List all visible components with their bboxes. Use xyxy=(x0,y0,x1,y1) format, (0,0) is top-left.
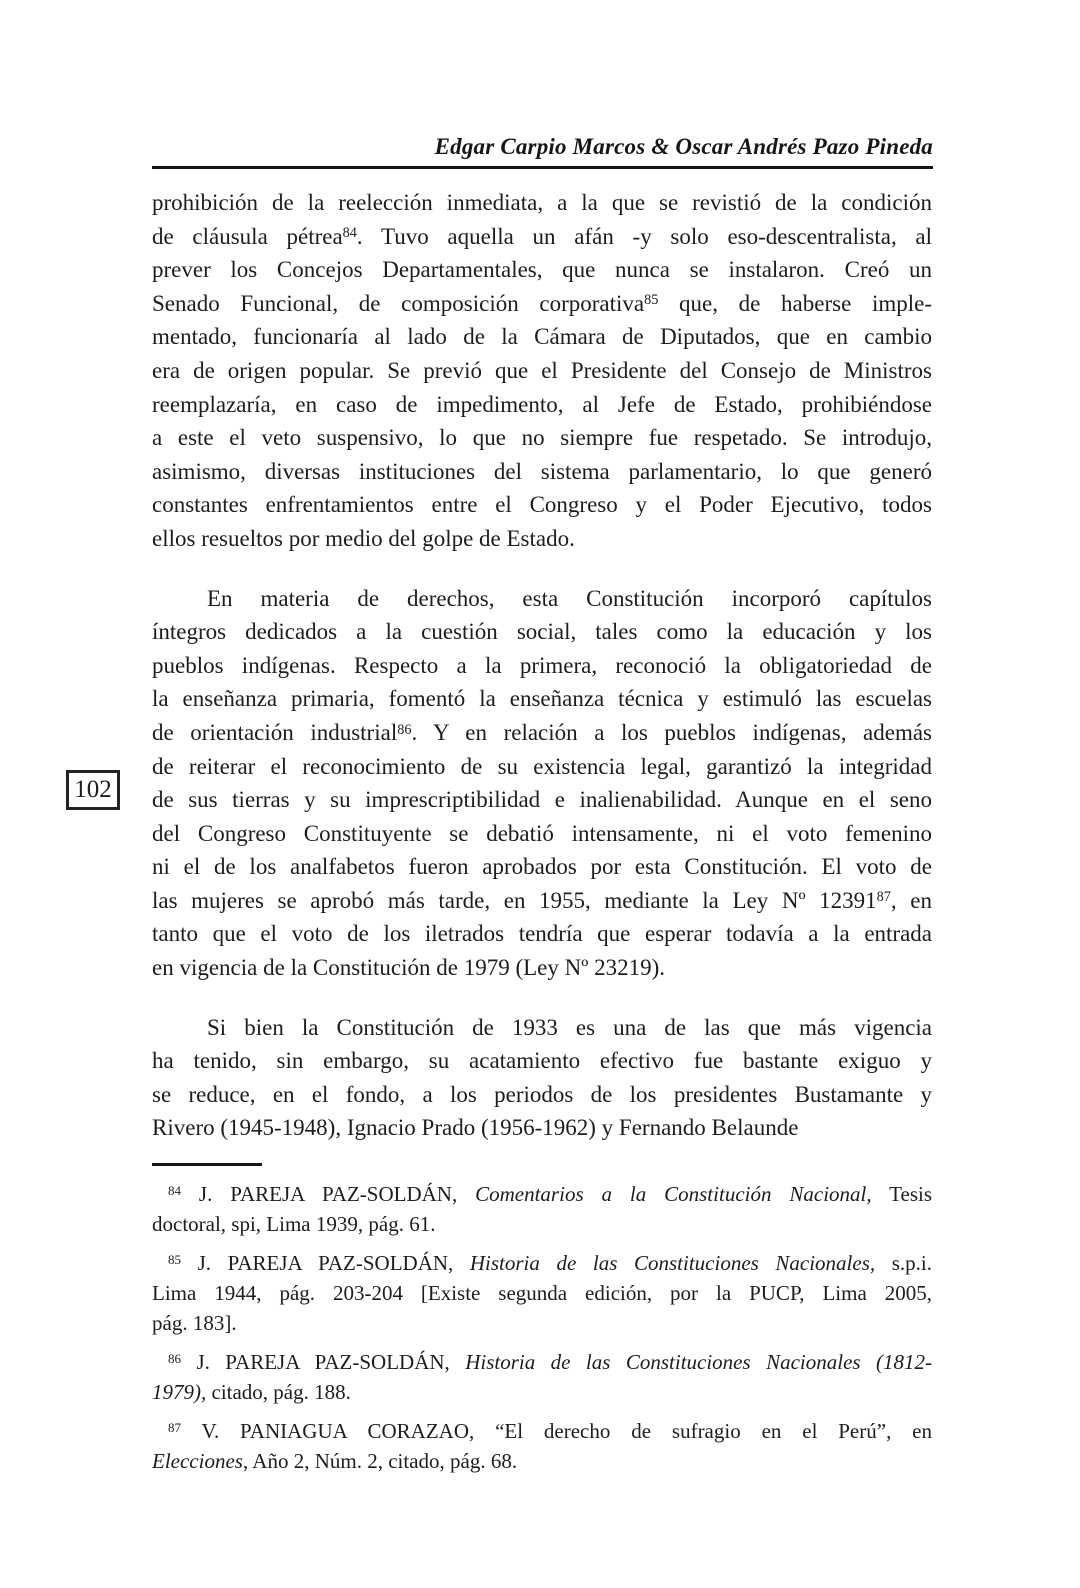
italic-text: Historia de las Constituciones Nacionales, xyxy=(469,1251,876,1276)
paragraph xyxy=(152,186,932,556)
footnote-reference: 86 xyxy=(397,721,412,738)
text-run: las mujeres se aprobó más tarde, en 1955, mediante la Ley Nº 12391 xyxy=(152,887,877,913)
paragraph xyxy=(152,1011,932,1145)
text-line xyxy=(152,582,932,616)
text-line xyxy=(152,1278,932,1308)
text-line xyxy=(152,1179,932,1209)
text-line xyxy=(152,1111,932,1145)
text-line xyxy=(152,186,932,220)
footnote xyxy=(152,1347,932,1407)
text-line xyxy=(152,884,932,918)
text-run: de orientación industrial xyxy=(152,719,398,745)
text-run: ni el de los analfabetos fueron aprobados por esta Constitución. El voto de xyxy=(152,854,932,880)
header-rule xyxy=(152,166,933,169)
text-run: J. PAREJA PAZ-SOLDÁN, xyxy=(181,1350,466,1375)
text-line xyxy=(152,649,932,683)
text-line xyxy=(152,783,932,817)
text-run: tanto que el voto de los iletrados tendría que esperar todavía a la entrada xyxy=(152,921,932,947)
text-run: la enseñanza primaria, fomentó la enseñanza técnica y estimuló las escuelas xyxy=(152,686,932,712)
page-number-box xyxy=(66,770,120,810)
text-run: en vigencia de la Constitución de 1979 (Ley Nº 23219). xyxy=(152,955,666,981)
text-run: , en xyxy=(890,887,932,913)
text-line xyxy=(152,1248,932,1278)
text-run: del Congreso Constituyente se debatió intensamente, ni el voto femenino xyxy=(152,820,932,846)
text-line xyxy=(152,388,932,422)
text-run: a este el veto suspensivo, lo que no siempre fue respetado. Se introdujo, xyxy=(152,425,932,451)
page-number: 102 xyxy=(74,776,112,803)
text-run: pág. 183]. xyxy=(152,1311,237,1336)
text-run: asimismo, diversas instituciones del sistema parlamentario, lo que generó xyxy=(152,458,932,484)
footnote-marker: 86 xyxy=(168,1351,182,1367)
text-line xyxy=(152,1377,932,1407)
text-run: reemplazaría, en caso de impedimento, al Jefe de Estado, prohibiéndose xyxy=(152,391,932,417)
text-run: Senado Funcional, de composición corporativa xyxy=(152,290,645,316)
text-line xyxy=(152,1011,932,1045)
footnote-reference: 85 xyxy=(644,292,659,309)
footnotes-section xyxy=(152,1179,932,1476)
footnote xyxy=(152,1179,932,1239)
text-line xyxy=(152,1308,932,1338)
text-run: prohibición de la reelección inmediata, a la que se revistió de la condición xyxy=(152,190,932,215)
text-run: prever los Concejos Departamentales, que nunca se instalaron. Creó un xyxy=(152,257,932,283)
text-run: Si bien la Constitución de 1933 es una de las que más vigencia xyxy=(207,1014,932,1040)
italic-text: 1979), xyxy=(152,1380,207,1405)
text-run: pueblos indígenas. Respecto a la primera, reconoció la obligatoriedad de xyxy=(152,652,932,678)
text-run: que, de haberse imple- xyxy=(658,290,932,316)
text-run: de cláusula pétrea xyxy=(152,223,343,249)
text-run: En materia de derechos, esta Constitución incorporó capítulos xyxy=(207,585,932,611)
text-line xyxy=(152,682,932,716)
footnote xyxy=(152,1416,932,1476)
text-line xyxy=(152,917,932,951)
italic-text: Comentarios a la Constitución Nacional, xyxy=(475,1182,872,1207)
text-run: de sus tierras y su imprescriptibilidad e inalienabilidad. Aunque en el seno xyxy=(152,787,932,813)
text-run: Lima 1944, pág. 203-204 [Existe segunda edición, por la PUCP, Lima 2005, xyxy=(152,1281,932,1306)
text-line xyxy=(152,488,932,522)
text-line xyxy=(152,421,932,455)
text-line xyxy=(152,1209,932,1239)
text-run: era de origen popular. Se previó que el Presidente del Consejo de Ministros xyxy=(152,357,932,383)
text-run: s.p.i. xyxy=(875,1251,932,1276)
text-line xyxy=(152,1446,932,1476)
text-run: , Año 2, Núm. 2, citado, pág. 68. xyxy=(242,1449,518,1474)
text-line xyxy=(152,455,932,489)
footnote-marker: 84 xyxy=(168,1183,182,1199)
text-run: . Tuvo aquella un afán -y solo eso-descentralista, al xyxy=(356,223,932,249)
footnote-reference: 87 xyxy=(876,889,891,906)
paragraph xyxy=(152,582,932,985)
italic-text: Historia de las Constituciones Nacionales (1812- xyxy=(465,1350,932,1375)
text-run: se reduce, en el fondo, a los periodos de los presidentes Bustamante y xyxy=(152,1081,932,1107)
text-line xyxy=(152,716,932,750)
footnote-marker: 87 xyxy=(168,1420,182,1436)
text-run: . Y en relación a los pueblos indígenas, además xyxy=(411,719,932,745)
running-header-authors: Edgar Carpio Marcos & Oscar Andrés Pazo Pineda xyxy=(434,134,933,159)
text-line xyxy=(152,1416,932,1446)
text-line xyxy=(152,1078,932,1112)
text-run: de reiterar el reconocimiento de su existencia legal, garantizó la integridad xyxy=(152,753,932,779)
text-line xyxy=(152,320,932,354)
text-run: J. PAREJA PAZ-SOLDÁN, xyxy=(181,1182,476,1207)
text-line xyxy=(152,615,932,649)
text-line xyxy=(152,220,932,254)
text-line xyxy=(152,287,932,321)
text-run: Tesis xyxy=(871,1182,932,1207)
text-line xyxy=(152,354,932,388)
text-run: J. PAREJA PAZ-SOLDÁN, xyxy=(181,1251,470,1276)
text-line xyxy=(152,817,932,851)
text-run: Rivero (1945-1948), Ignacio Prado (1956-1962) y Fernando Belaunde xyxy=(152,1115,799,1141)
footnote-reference: 84 xyxy=(342,225,357,242)
italic-text: Elecciones xyxy=(152,1449,243,1474)
text-line xyxy=(152,951,932,985)
text-run: ha tenido, sin embargo, su acatamiento efectivo fue bastante exiguo y xyxy=(152,1048,932,1074)
text-run: V. PANIAGUA CORAZAO, “El derecho de sufragio en el Perú”, en xyxy=(181,1419,932,1444)
text-line xyxy=(152,1347,932,1377)
text-run: constantes enfrentamientos entre el Congreso y el Poder Ejecutivo, todos xyxy=(152,492,932,518)
text-run: ellos resueltos por medio del golpe de Estado. xyxy=(152,525,575,551)
page-body xyxy=(152,186,932,1476)
footnote-marker: 85 xyxy=(168,1252,182,1268)
text-run: doctoral, spi, Lima 1939, pág. 61. xyxy=(152,1212,436,1237)
text-line xyxy=(152,1044,932,1078)
text-line xyxy=(152,850,932,884)
text-line xyxy=(152,522,932,556)
text-line xyxy=(152,253,932,287)
body-paragraphs xyxy=(152,186,932,1145)
footnote xyxy=(152,1248,932,1338)
text-run: mentado, funcionaría al lado de la Cámara de Diputados, que en cambio xyxy=(152,324,932,350)
text-run: íntegros dedicados a la cuestión social, tales como la educación y los xyxy=(152,619,932,645)
text-line xyxy=(152,750,932,784)
footnote-separator-rule xyxy=(152,1163,262,1166)
text-run: citado, pág. 188. xyxy=(206,1380,351,1405)
